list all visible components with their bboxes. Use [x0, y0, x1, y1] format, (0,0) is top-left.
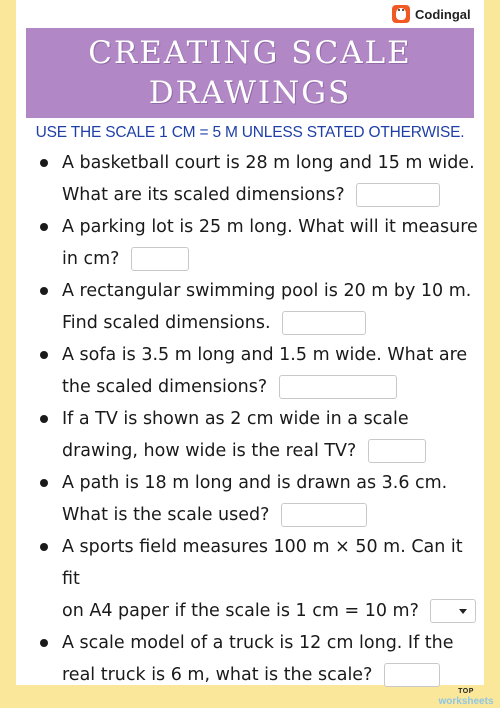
answer-2-input[interactable] — [131, 247, 189, 271]
title-banner — [26, 28, 474, 118]
penguin-icon — [392, 5, 410, 23]
question-2-line-1: A parking lot is 25 m long. What will it measure — [62, 217, 478, 237]
answer-7-dropdown[interactable] — [430, 599, 476, 623]
question-3 — [38, 275, 478, 339]
footer-worksheets-label: worksheets — [438, 696, 494, 707]
chevron-down-icon — [459, 609, 467, 614]
question-1 — [38, 147, 478, 211]
codingal-logo — [392, 3, 484, 25]
question-2 — [38, 211, 478, 275]
question-3-line-2: Find scaled dimensions. — [62, 313, 271, 333]
question-5-line-1: If a TV is shown as 2 cm wide in a scale — [62, 409, 409, 429]
title-line-2: DRAWINGS — [148, 75, 352, 111]
question-7 — [38, 531, 478, 627]
question-4-line-1: A sofa is 3.5 m long and 1.5 m wide. What are — [62, 345, 468, 365]
bullet-icon — [40, 415, 48, 423]
question-7-line-2: on A4 paper if the scale is 1 cm = 10 m? — [62, 601, 419, 621]
answer-6-input[interactable] — [281, 503, 367, 527]
question-8-line-1: A scale model of a truck is 12 cm long. If the — [62, 633, 454, 653]
footer-top-label: TOP — [458, 688, 474, 695]
title-line-1: CREATING SCALE — [88, 35, 412, 71]
question-5 — [38, 403, 478, 467]
question-8-line-2: real truck is 6 m, what is the scale? — [62, 665, 373, 685]
answer-4-input[interactable] — [279, 375, 397, 399]
bullet-icon — [40, 159, 48, 167]
answer-1-input[interactable] — [356, 183, 440, 207]
answer-3-input[interactable] — [282, 311, 366, 335]
question-6-line-1: A path is 18 m long and is drawn as 3.6 cm. — [62, 473, 448, 493]
question-3-line-1: A rectangular swimming pool is 20 m by 10 m. — [62, 281, 472, 301]
question-1-line-2: What are its scaled dimensions? — [62, 185, 345, 205]
bullet-icon — [40, 479, 48, 487]
question-list — [38, 147, 478, 691]
answer-5-input[interactable] — [368, 439, 426, 463]
question-4-line-2: the scaled dimensions? — [62, 377, 268, 397]
topworksheets-logo — [436, 687, 496, 707]
bullet-icon — [40, 287, 48, 295]
question-8 — [38, 627, 478, 691]
bullet-icon — [40, 223, 48, 231]
question-6-line-2: What is the scale used? — [62, 505, 270, 525]
question-4 — [38, 339, 478, 403]
question-2-line-2: in cm? — [62, 249, 120, 269]
question-6 — [38, 467, 478, 531]
instruction-text: USE THE SCALE 1 CM = 5 M UNLESS STATED OTHERWISE. — [35, 124, 465, 141]
question-1-line-1: A basketball court is 28 m long and 15 m wide. — [62, 153, 475, 173]
bullet-icon — [40, 543, 48, 551]
answer-8-input[interactable] — [384, 663, 440, 687]
question-7-line-1: A sports field measures 100 m × 50 m. Can it fit — [62, 537, 463, 589]
brand-name: Codingal — [415, 6, 471, 22]
bullet-icon — [40, 639, 48, 647]
bullet-icon — [40, 351, 48, 359]
question-5-line-2: drawing, how wide is the real TV? — [62, 441, 357, 461]
